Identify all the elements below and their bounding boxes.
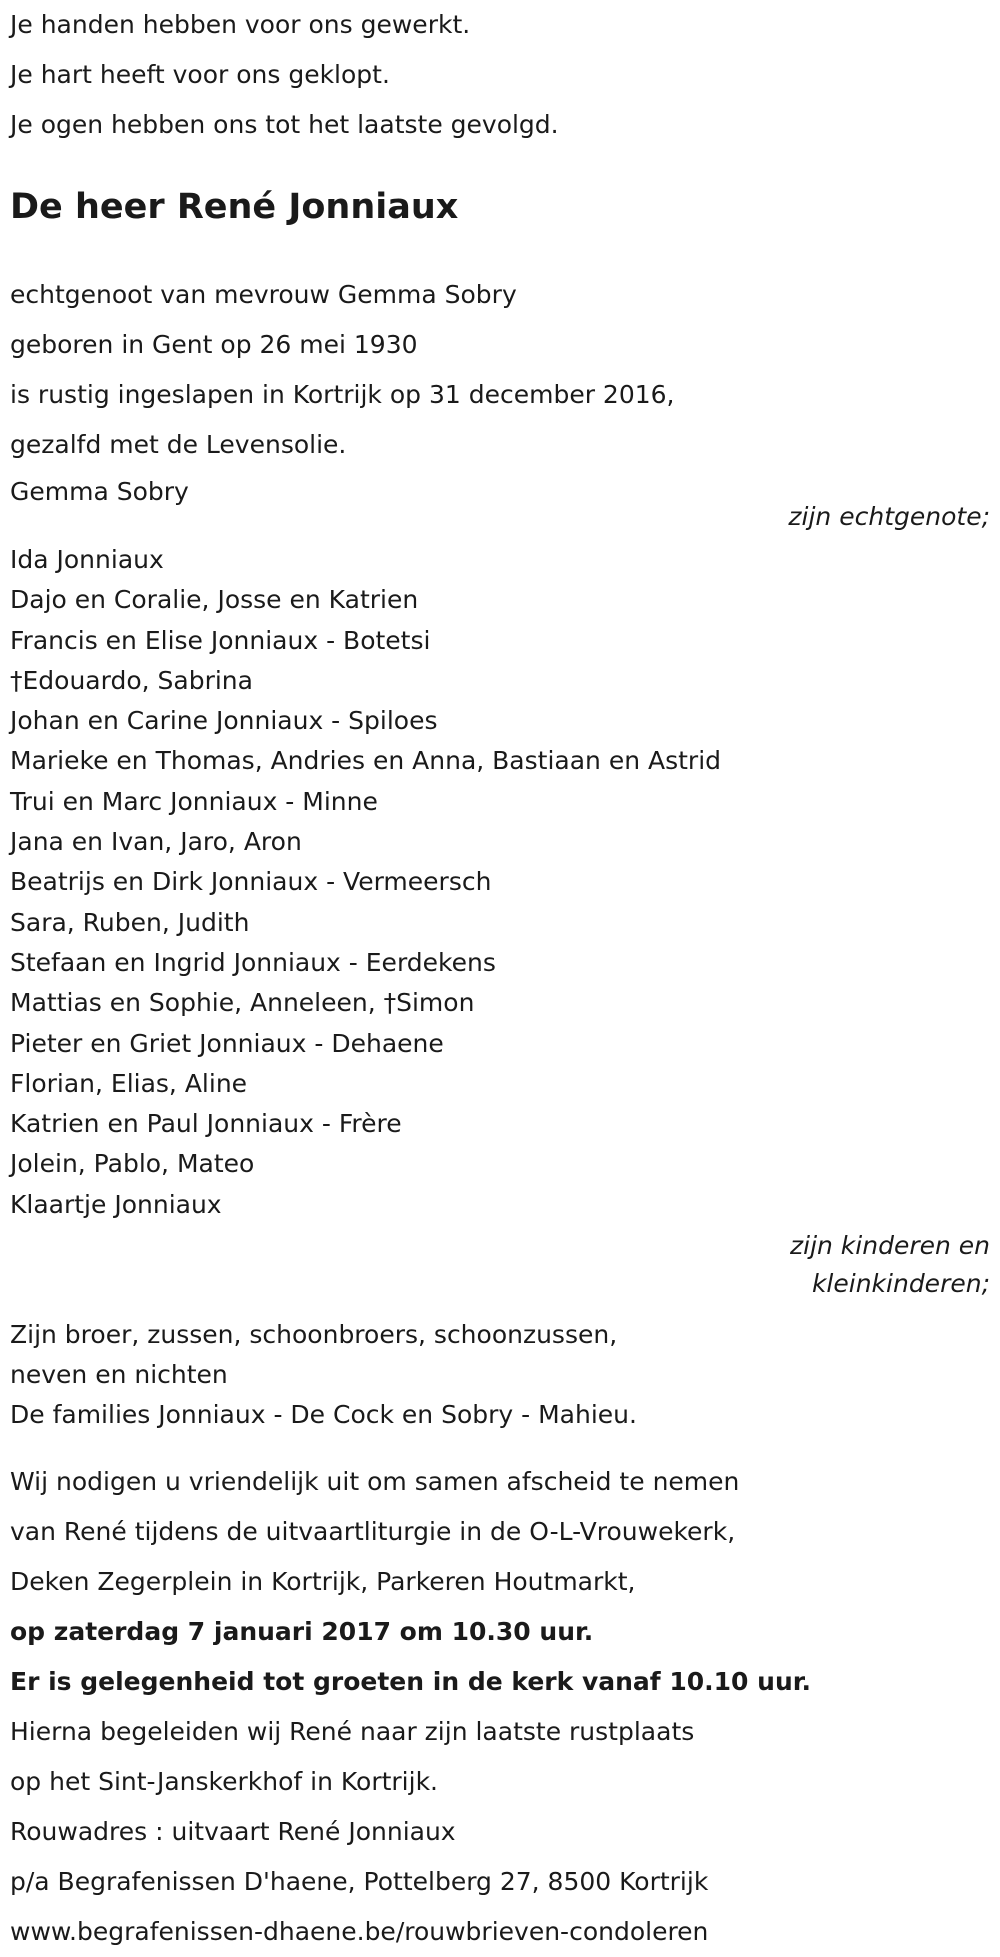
list-item: Sara, Ruben, Judith — [10, 907, 250, 937]
poem-line: Je ogen hebben ons tot het laatste gevolgd. — [10, 110, 559, 139]
invite-line: op het Sint-Janskerkhof in Kortrijk. — [10, 1767, 438, 1797]
spouse-role: zijn echtgenote; — [788, 502, 990, 531]
children-list — [10, 540, 1000, 1225]
deceased-title: De heer René Jonniaux — [10, 187, 459, 227]
list-item: Klaartje Jonniaux — [10, 1189, 222, 1219]
intro-line: is rustig ingeslapen in Kortrijk op 31 december 2016, — [10, 380, 675, 409]
website-line: www.begrafenissen-dhaene.be/rouwbrieven-condoleren — [10, 1917, 709, 1947]
list-item: Dajo en Coralie, Josse en Katrien — [10, 585, 419, 615]
poem-line: Je handen hebben voor ons gewerkt. — [10, 10, 471, 39]
intro-line: geboren in Gent op 26 mei 1930 — [10, 330, 418, 359]
family-block — [10, 1315, 1000, 1435]
address-line: p/a Begrafenissen D'haene, Pottelberg 27, 8500 Kortrijk — [10, 1867, 709, 1897]
invite-greeting-line: Er is gelegenheid tot groeten in de kerk vanaf 10.10 uur. — [10, 1667, 812, 1697]
invite-line: van René tijdens de uitvaartliturgie in de O-L-Vrouwekerk, — [10, 1517, 736, 1547]
list-item: Mattias en Sophie, Anneleen, †Simon — [10, 988, 475, 1018]
list-item: Johan en Carine Jonniaux - Spiloes — [10, 706, 438, 736]
spouse-name: Gemma Sobry — [10, 477, 189, 506]
list-item: †Edouardo, Sabrina — [10, 665, 253, 695]
poem-block — [10, 0, 1000, 150]
invite-line: Hierna begeleiden wij René naar zijn laatste rustplaats — [10, 1717, 695, 1747]
list-item: Marieke en Thomas, Andries en Anna, Bastiaan en Astrid — [10, 746, 722, 776]
list-item: Stefaan en Ingrid Jonniaux - Eerdekens — [10, 947, 496, 977]
invite-line: Wij nodigen u vriendelijk uit om samen afscheid te nemen — [10, 1467, 740, 1497]
intro-line: echtgenoot van mevrouw Gemma Sobry — [10, 280, 517, 309]
invite-date-line: op zaterdag 7 januari 2017 om 10.30 uur. — [10, 1617, 594, 1647]
list-item: Trui en Marc Jonniaux - Minne — [10, 786, 378, 816]
intro-block — [10, 270, 1000, 514]
mourning-address-line: Rouwadres : uitvaart René Jonniaux — [10, 1817, 456, 1847]
children-role — [10, 1227, 1000, 1303]
list-item: Beatrijs en Dirk Jonniaux - Vermeersch — [10, 867, 492, 897]
list-item: Francis en Elise Jonniaux - Botetsi — [10, 625, 431, 655]
family-line: Zijn broer, zussen, schoonbroers, schoonzussen, — [10, 1320, 618, 1350]
family-line: De families Jonniaux - De Cock en Sobry - Mahieu. — [10, 1400, 637, 1430]
poem-line: Je hart heeft voor ons geklopt. — [10, 60, 390, 89]
list-item: Jolein, Pablo, Mateo — [10, 1149, 255, 1179]
list-item: Ida Jonniaux — [10, 545, 164, 574]
list-item: Pieter en Griet Jonniaux - Dehaene — [10, 1028, 444, 1058]
intro-line: gezalfd met de Levensolie. — [10, 430, 347, 459]
invite-line: Deken Zegerplein in Kortrijk, Parkeren Houtmarkt, — [10, 1567, 636, 1597]
list-item: Florian, Elias, Aline — [10, 1068, 248, 1098]
list-item: Jana en Ivan, Jaro, Aron — [10, 827, 302, 857]
children-role-line: kleinkinderen; — [811, 1269, 990, 1299]
family-line: neven en nichten — [10, 1360, 228, 1390]
children-role-line: zijn kinderen en — [790, 1231, 990, 1261]
list-item: Katrien en Paul Jonniaux - Frère — [10, 1109, 402, 1139]
invitation-block — [10, 1457, 1000, 1957]
